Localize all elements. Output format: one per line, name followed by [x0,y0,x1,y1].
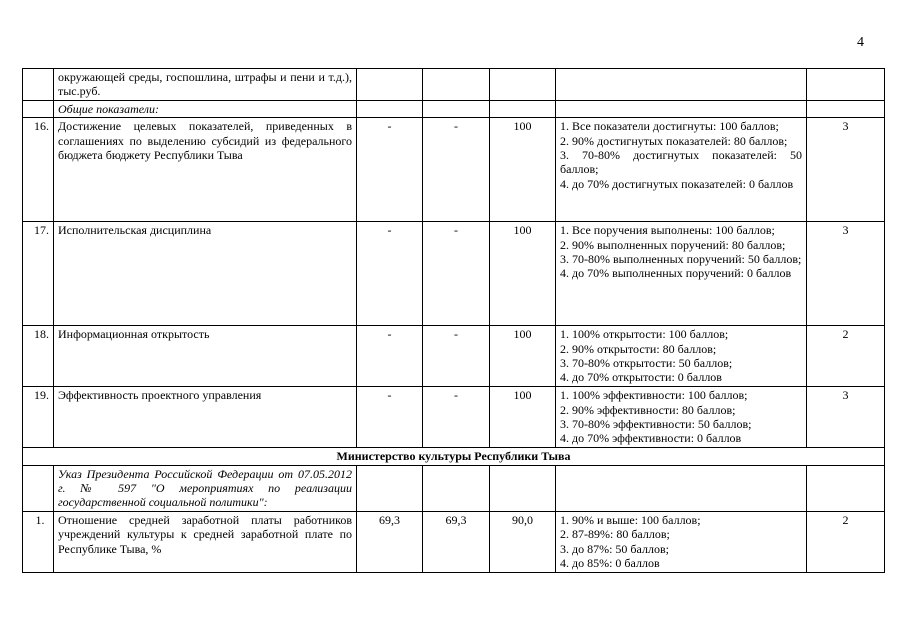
weight-cell [807,100,885,117]
value-cell [423,69,490,101]
criteria-line: 1. Все поручения выполнены: 100 баллов; [560,223,775,238]
table-row [23,69,885,101]
criteria-line: 1. 100% эффективности: 100 баллов; [560,388,748,403]
criteria-cell [556,100,807,117]
value-cell: - [357,222,423,326]
weight-cell: 3 [807,222,885,326]
table-row [23,222,885,326]
value-cell: - [357,118,423,222]
criteria-line: 4. до 70% открытости: 0 баллов [560,370,722,385]
row-number-cell: 18. [23,326,54,387]
table-row [23,100,885,117]
value-cell: - [423,222,490,326]
criteria-line: 4. до 70% выполненных поручений: 0 баллов [560,266,792,281]
section-title: Министерство культуры Республики Тыва [23,448,885,465]
criteria-line: 2. 90% достигнутых показателей: 80 баллов; [560,133,788,148]
weight-cell: 3 [807,387,885,448]
value-cell [490,100,556,117]
group-header-cell: Общие показатели: [54,100,357,117]
indicators-table [22,68,885,573]
table-row [23,387,885,448]
criteria-cell [556,465,807,511]
value-cell: 100 [490,326,556,387]
table-row [23,511,885,572]
criteria-line: 1. 90% и выше: 100 баллов; [560,512,701,527]
value-cell: - [423,326,490,387]
criteria-cell [556,222,807,326]
value-cell [423,465,490,511]
value-cell: 90,0 [490,511,556,572]
value-cell: 69,3 [357,511,423,572]
criteria-cell [556,511,807,572]
table-row [23,118,885,222]
criteria-line: 3. 70-80% открытости: 50 баллов; [560,356,733,371]
criteria-line: 2. 90% выполненных поручений: 80 баллов; [560,237,786,252]
table-row [23,326,885,387]
row-number-cell: 1. [23,511,54,572]
criteria-cell [556,69,807,101]
criteria-line: 2. 90% открытости: 80 баллов; [560,341,717,356]
value-cell: 100 [490,222,556,326]
criteria-line: 2. 90% эффективности: 80 баллов; [560,402,736,417]
row-number-cell [23,69,54,101]
value-cell: 100 [490,118,556,222]
weight-cell [807,465,885,511]
value-cell: - [357,326,423,387]
value-cell: - [357,387,423,448]
value-cell [490,465,556,511]
decree-cell: Указ Президента Российской Федерации от 07.05.2012 г. № 597 "О мероприятиях по реализации государственной социальной политики": [54,465,357,511]
section-row [23,448,885,465]
criteria-cell [556,387,807,448]
weight-cell [807,69,885,101]
page-number: 4 [857,35,864,50]
row-number-cell: 19. [23,387,54,448]
value-cell [423,100,490,117]
criteria-line: 1. Все показатели достигнуты: 100 баллов; [560,119,779,134]
value-cell [357,69,423,101]
table-row [23,465,885,511]
row-number-cell [23,100,54,117]
indicator-name-cell: Отношение средней заработной платы работников учреждений культуры к средней заработной плате по Республике Тыва, % [54,511,357,572]
value-cell: 69,3 [423,511,490,572]
indicator-name-cell: Эффективность проектного управления [54,387,357,448]
weight-cell: 2 [807,511,885,572]
indicator-name-cell: Достижение целевых показателей, приведенных в соглашениях по выделению субсидий из федерального бюджета бюджету Республики Тыва [54,118,357,222]
value-cell: - [423,118,490,222]
indicator-name-cell: Исполнительская дисциплина [54,222,357,326]
criteria-line: 4. до 85%: 0 баллов [560,556,660,571]
weight-cell: 2 [807,326,885,387]
criteria-cell [556,118,807,222]
row-number-cell: 16. [23,118,54,222]
value-cell [357,100,423,117]
criteria-cell [556,326,807,387]
criteria-line: 2. 87-89%: 80 баллов; [560,527,670,542]
indicator-name-cell: окружающей среды, госпошлина, штрафы и пени и т.д.), тыс.руб. [54,69,357,101]
criteria-line: 3. до 87%: 50 баллов; [560,541,669,556]
criteria-line: 3. 70-80% достигнутых показателей: 50 баллов; [560,148,802,177]
row-number-cell: 17. [23,222,54,326]
criteria-line: 1. 100% открытости: 100 баллов; [560,327,729,342]
value-cell [357,465,423,511]
indicator-name-cell: Информационная открытость [54,326,357,387]
weight-cell: 3 [807,118,885,222]
criteria-line: 3. 70-80% эффективности: 50 баллов; [560,417,752,432]
value-cell [490,69,556,101]
value-cell: - [423,387,490,448]
criteria-line: 4. до 70% эффективности: 0 баллов [560,431,742,446]
row-number-cell [23,465,54,511]
value-cell: 100 [490,387,556,448]
criteria-line: 3. 70-80% выполненных поручений: 50 баллов; [560,252,802,267]
criteria-line: 4. до 70% достигнутых показателей: 0 баллов [560,176,794,191]
